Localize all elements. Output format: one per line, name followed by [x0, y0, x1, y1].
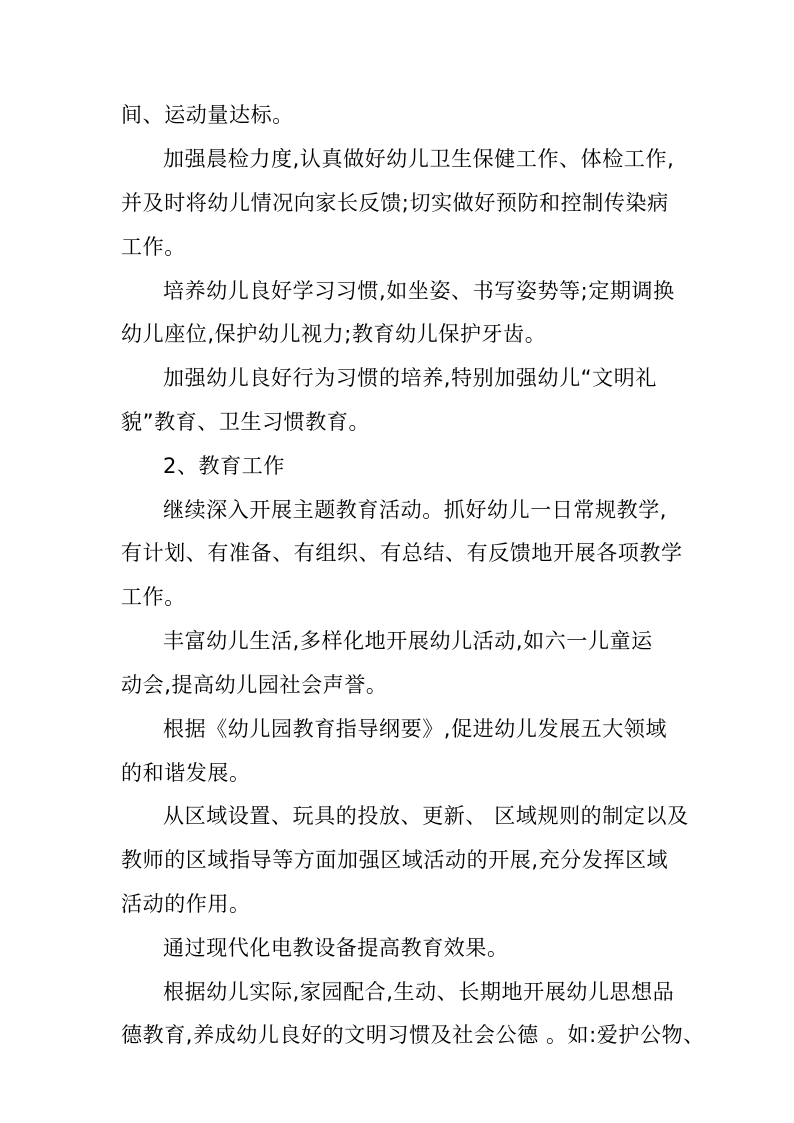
text-line: 工作。 [121, 585, 186, 609]
paragraph-start-line: 加强幼儿良好行为习惯的培养,特别加强幼儿“文明礼 [163, 366, 657, 390]
paragraph-start-line: 从区域设置、玩具的投放、更新、 区域规则的制定以及 [163, 804, 689, 828]
text-line: 活动的作用。 [121, 892, 251, 916]
text-line: 德教育,养成幼儿良好的文明习惯及社会公德 。如:爱护公物、 [121, 1023, 705, 1047]
text-line: 动会,提高幼儿园社会声誉。 [121, 673, 388, 697]
text-line: 工作。 [121, 235, 186, 259]
section-heading: 2、教育工作 [163, 454, 285, 478]
text-line: 间、运动量达标。 [121, 103, 294, 127]
text-line: 貌”教育、卫生习惯教育。 [121, 410, 371, 434]
text-line: 的和谐发展。 [121, 761, 251, 785]
paragraph-start-line: 根据幼儿实际,家园配合,生动、长期地开展幼儿思想品 [163, 980, 675, 1004]
paragraph-start-line: 根据《幼儿园教育指导纲要》,促进幼儿发展五大领域 [163, 717, 668, 741]
paragraph-start-line: 培养幼儿良好学习习惯,如坐姿、书写姿势等;定期调换 [163, 279, 675, 303]
text-line: 并及时将幼儿情况向家长反馈;切实做好预防和控制传染病 [121, 191, 669, 215]
paragraph-start-line: 加强晨检力度,认真做好幼儿卫生保健工作、体检工作, [163, 147, 675, 171]
text-line: 幼儿座位,保护幼儿视力;教育幼儿保护牙齿。 [121, 322, 547, 346]
paragraph-start-line: 通过现代化电教设备提高教育效果。 [163, 936, 509, 960]
text-line: 教师的区域指导等方面加强区域活动的开展,充分发挥区域 [121, 848, 669, 872]
paragraph-start-line: 继续深入开展主题教育活动。抓好幼儿一日常规教学, [163, 498, 668, 522]
text-line: 有计划、有准备、有组织、有总结、有反馈地开展各项教学 [121, 541, 683, 565]
paragraph-start-line: 丰富幼儿生活,多样化地开展幼儿活动,如六一儿童运 [163, 629, 653, 653]
